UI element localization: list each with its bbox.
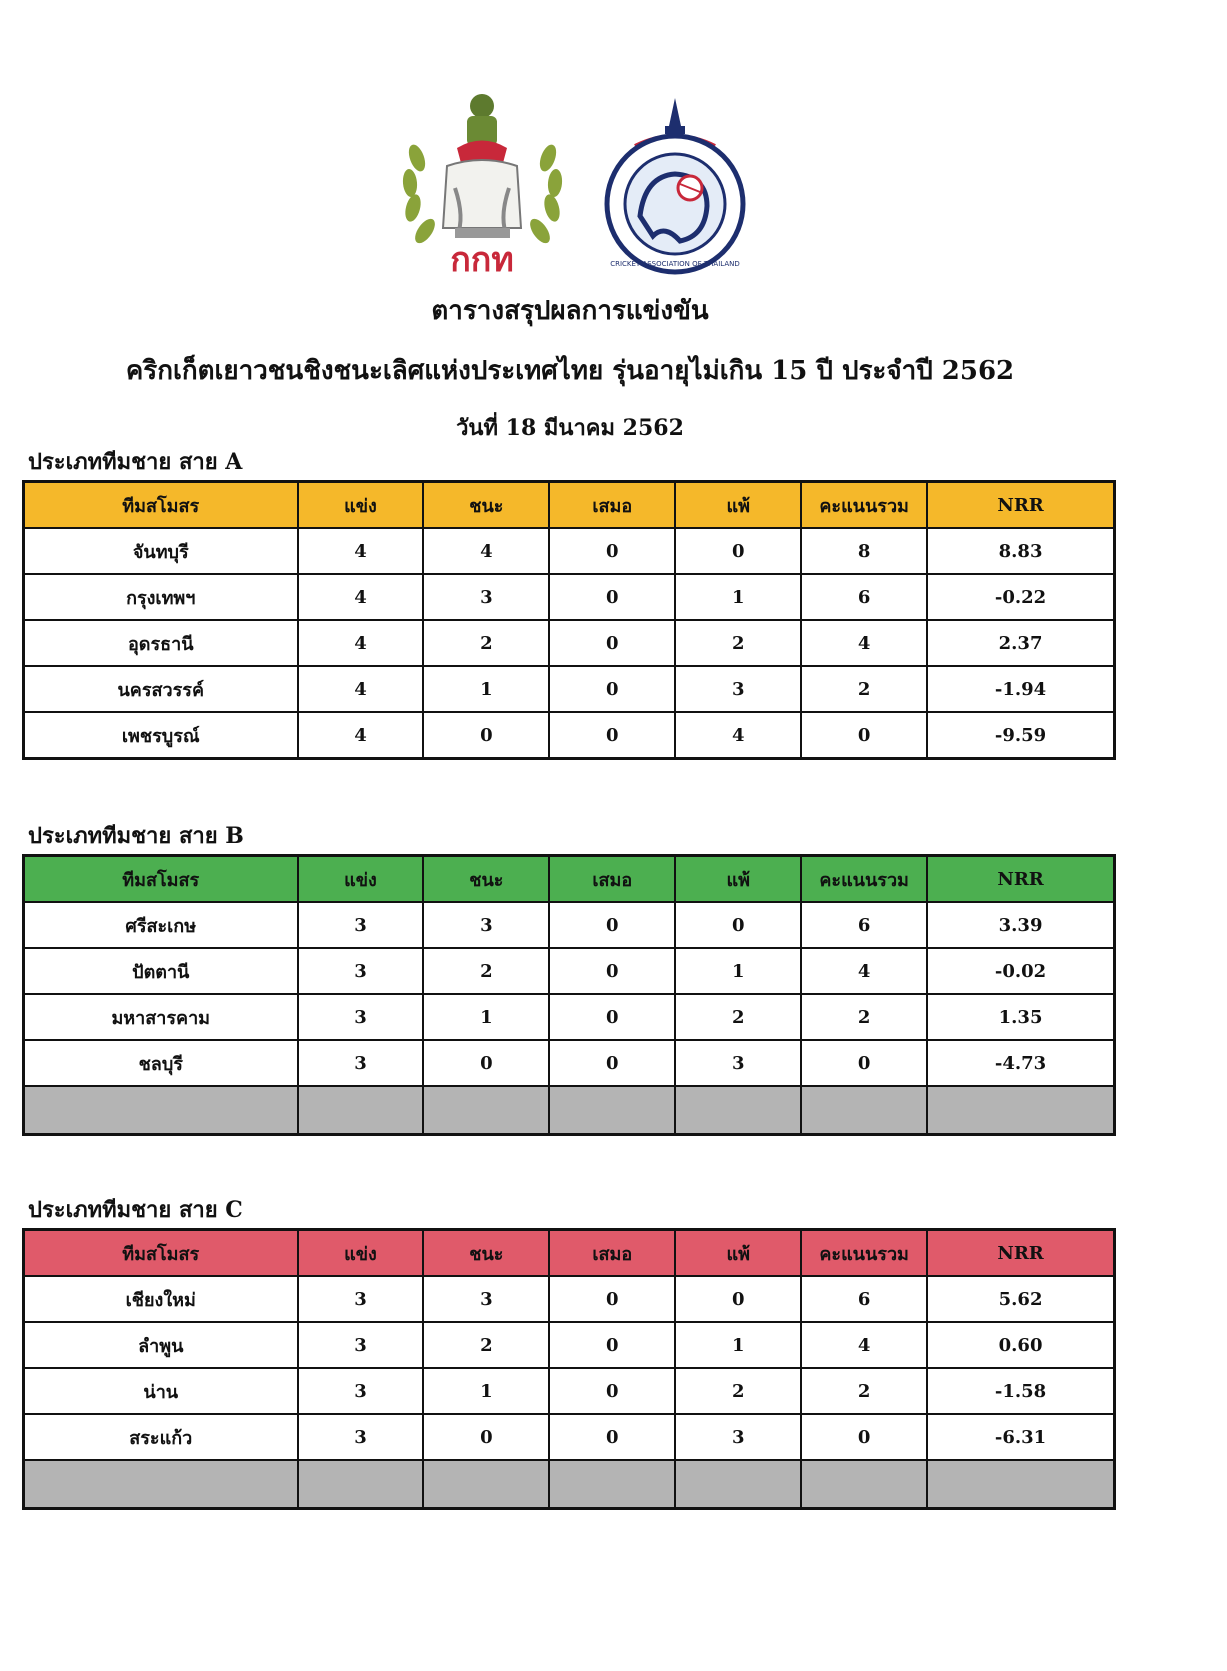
won-cell: 0 — [423, 1040, 549, 1086]
draw-cell: 0 — [549, 1276, 675, 1322]
team-cell: น่าน — [24, 1368, 298, 1414]
draw-cell: 0 — [549, 712, 675, 759]
header-points: คะแนนรวม — [801, 482, 927, 529]
played-cell: 3 — [298, 1322, 424, 1368]
header-nrr: NRR — [927, 856, 1114, 903]
won-cell: 3 — [423, 902, 549, 948]
header-won: ชนะ — [423, 856, 549, 903]
table-row — [24, 1276, 1115, 1322]
empty-cell — [423, 1086, 549, 1135]
header-team: ทีมสโมสร — [24, 1230, 298, 1277]
table-row — [24, 1414, 1115, 1460]
empty-cell — [298, 1460, 424, 1509]
header-points: คะแนนรวม — [801, 856, 927, 903]
team-cell: มหาสารคาม — [24, 994, 298, 1040]
nrr-cell: -0.02 — [927, 948, 1114, 994]
header-team: ทีมสโมสร — [24, 482, 298, 529]
won-cell: 1 — [423, 994, 549, 1040]
team-cell: กรุงเทพฯ — [24, 574, 298, 620]
header-draw: เสมอ — [549, 1230, 675, 1277]
won-cell: 0 — [423, 1414, 549, 1460]
header-lost: แพ้ — [675, 482, 801, 529]
header-nrr: NRR — [927, 1230, 1114, 1277]
nrr-cell: -1.58 — [927, 1368, 1114, 1414]
header-points: คะแนนรวม — [801, 1230, 927, 1277]
played-cell: 3 — [298, 994, 424, 1040]
empty-cell — [24, 1460, 298, 1509]
team-cell: เพชรบูรณ์ — [24, 712, 298, 759]
points-cell: 6 — [801, 902, 927, 948]
draw-cell: 0 — [549, 902, 675, 948]
draw-cell: 0 — [549, 948, 675, 994]
team-cell: เชียงใหม่ — [24, 1276, 298, 1322]
empty-cell — [675, 1460, 801, 1509]
table-row — [24, 902, 1115, 948]
lost-cell: 1 — [675, 574, 801, 620]
group-a-label: ประเภททีมชาย สาย A — [28, 449, 243, 475]
logos — [395, 88, 755, 278]
lost-cell: 2 — [675, 620, 801, 666]
lost-cell: 0 — [675, 1276, 801, 1322]
table-row — [24, 620, 1115, 666]
table-row — [24, 1040, 1115, 1086]
empty-cell — [801, 1086, 927, 1135]
played-cell: 3 — [298, 948, 424, 994]
empty-row — [24, 1086, 1115, 1135]
points-cell: 6 — [801, 1276, 927, 1322]
played-cell: 3 — [298, 902, 424, 948]
team-cell: ลำพูน — [24, 1322, 298, 1368]
lost-cell: 1 — [675, 1322, 801, 1368]
table-row — [24, 948, 1115, 994]
won-cell: 4 — [423, 528, 549, 574]
draw-cell: 0 — [549, 1040, 675, 1086]
header-won: ชนะ — [423, 1230, 549, 1277]
nrr-cell: 0.60 — [927, 1322, 1114, 1368]
header-played: แข่ง — [298, 1230, 424, 1277]
team-cell: จันทบุรี — [24, 528, 298, 574]
lost-cell: 1 — [675, 948, 801, 994]
svg-text:CRICKET ASSOCIATION OF THAILAN: CRICKET ASSOCIATION OF THAILAND — [610, 260, 740, 268]
played-cell: 3 — [298, 1040, 424, 1086]
points-cell: 4 — [801, 620, 927, 666]
table-row — [24, 528, 1115, 574]
page-subtitle: คริกเก็ตเยาวชนชิงชนะเลิศแห่งประเทศไทย รุ่นอายุไม่เกิน 15 ปี ประจำปี 2562 — [125, 356, 1015, 386]
nrr-cell: 3.39 — [927, 902, 1114, 948]
lost-cell: 3 — [675, 1414, 801, 1460]
header-played: แข่ง — [298, 856, 424, 903]
empty-cell — [927, 1460, 1114, 1509]
header-draw: เสมอ — [549, 856, 675, 903]
points-cell: 2 — [801, 994, 927, 1040]
won-cell: 3 — [423, 574, 549, 620]
played-cell: 3 — [298, 1368, 424, 1414]
draw-cell: 0 — [549, 574, 675, 620]
empty-cell — [423, 1460, 549, 1509]
table-row — [24, 1368, 1115, 1414]
header-team: ทีมสโมสร — [24, 856, 298, 903]
played-cell: 4 — [298, 574, 424, 620]
table-header — [24, 856, 1115, 903]
draw-cell: 0 — [549, 1322, 675, 1368]
played-cell: 4 — [298, 620, 424, 666]
group-c-table — [22, 1228, 1116, 1510]
team-cell: ชลบุรี — [24, 1040, 298, 1086]
header-nrr: NRR — [927, 482, 1114, 529]
won-cell: 2 — [423, 620, 549, 666]
header-lost: แพ้ — [675, 856, 801, 903]
won-cell: 1 — [423, 666, 549, 712]
lost-cell: 2 — [675, 1368, 801, 1414]
empty-cell — [801, 1460, 927, 1509]
draw-cell: 0 — [549, 994, 675, 1040]
empty-cell — [927, 1086, 1114, 1135]
played-cell: 4 — [298, 528, 424, 574]
nrr-cell: -4.73 — [927, 1040, 1114, 1086]
nrr-cell: -6.31 — [927, 1414, 1114, 1460]
team-cell: สระแก้ว — [24, 1414, 298, 1460]
points-cell: 0 — [801, 1040, 927, 1086]
header-lost: แพ้ — [675, 1230, 801, 1277]
nrr-cell: -9.59 — [927, 712, 1114, 759]
group-b-table — [22, 854, 1116, 1136]
page-date: วันที่ 18 มีนาคม 2562 — [456, 415, 684, 441]
lost-cell: 0 — [675, 528, 801, 574]
points-cell: 2 — [801, 1368, 927, 1414]
svg-text:กกท: กกท — [450, 240, 514, 278]
draw-cell: 0 — [549, 528, 675, 574]
points-cell: 6 — [801, 574, 927, 620]
played-cell: 4 — [298, 666, 424, 712]
nrr-cell: 8.83 — [927, 528, 1114, 574]
won-cell: 1 — [423, 1368, 549, 1414]
cricket-association-elephant-icon — [595, 96, 755, 276]
header-played: แข่ง — [298, 482, 424, 529]
lost-cell: 2 — [675, 994, 801, 1040]
points-cell: 8 — [801, 528, 927, 574]
team-cell: อุดรธานี — [24, 620, 298, 666]
won-cell: 3 — [423, 1276, 549, 1322]
table-header — [24, 1230, 1115, 1277]
points-cell: 2 — [801, 666, 927, 712]
lost-cell: 3 — [675, 1040, 801, 1086]
empty-cell — [675, 1086, 801, 1135]
nrr-cell: 1.35 — [927, 994, 1114, 1040]
draw-cell: 0 — [549, 666, 675, 712]
table-row — [24, 666, 1115, 712]
group-c-label: ประเภททีมชาย สาย C — [28, 1197, 243, 1223]
points-cell: 0 — [801, 1414, 927, 1460]
team-cell: นครสวรรค์ — [24, 666, 298, 712]
lost-cell: 4 — [675, 712, 801, 759]
sports-authority-emblem-icon — [395, 88, 570, 278]
won-cell: 2 — [423, 1322, 549, 1368]
header-won: ชนะ — [423, 482, 549, 529]
draw-cell: 0 — [549, 620, 675, 666]
table-row — [24, 1322, 1115, 1368]
lost-cell: 3 — [675, 666, 801, 712]
nrr-cell: 5.62 — [927, 1276, 1114, 1322]
played-cell: 4 — [298, 712, 424, 759]
table-row — [24, 574, 1115, 620]
empty-cell — [298, 1086, 424, 1135]
group-a-table — [22, 480, 1116, 760]
team-cell: ศรีสะเกษ — [24, 902, 298, 948]
points-cell: 4 — [801, 948, 927, 994]
table-row — [24, 712, 1115, 759]
played-cell: 3 — [298, 1276, 424, 1322]
empty-row — [24, 1460, 1115, 1509]
draw-cell: 0 — [549, 1368, 675, 1414]
empty-cell — [24, 1086, 298, 1135]
page-title: ตารางสรุปผลการแข่งขัน — [431, 296, 709, 326]
table-row — [24, 994, 1115, 1040]
lost-cell: 0 — [675, 902, 801, 948]
header-draw: เสมอ — [549, 482, 675, 529]
points-cell: 4 — [801, 1322, 927, 1368]
nrr-cell: -1.94 — [927, 666, 1114, 712]
won-cell: 2 — [423, 948, 549, 994]
empty-cell — [549, 1460, 675, 1509]
team-cell: ปัตตานี — [24, 948, 298, 994]
table-header — [24, 482, 1115, 529]
played-cell: 3 — [298, 1414, 424, 1460]
empty-cell — [549, 1086, 675, 1135]
group-b-label: ประเภททีมชาย สาย B — [28, 823, 244, 849]
draw-cell: 0 — [549, 1414, 675, 1460]
nrr-cell: 2.37 — [927, 620, 1114, 666]
points-cell: 0 — [801, 712, 927, 759]
won-cell: 0 — [423, 712, 549, 759]
nrr-cell: -0.22 — [927, 574, 1114, 620]
